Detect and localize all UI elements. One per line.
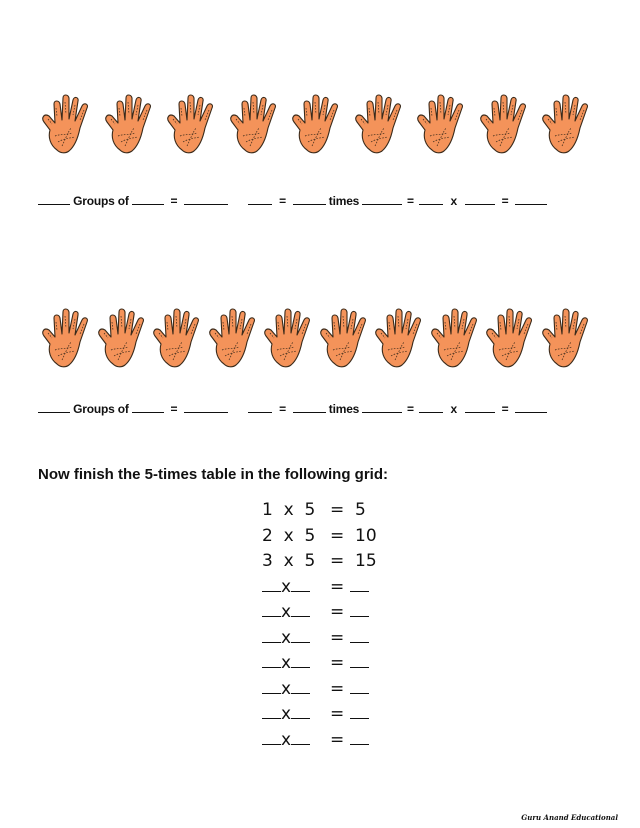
blank[interactable] <box>38 194 70 205</box>
hand-icon <box>538 304 600 370</box>
blank[interactable] <box>184 194 228 205</box>
blank[interactable] <box>293 402 326 413</box>
blank[interactable] <box>38 402 70 413</box>
blank[interactable] <box>350 679 369 694</box>
hand-icon <box>413 90 475 156</box>
hand-icon <box>371 304 433 370</box>
blank[interactable] <box>291 628 310 643</box>
hand-icon <box>427 304 489 370</box>
hand-icon <box>288 90 350 156</box>
multiply-sign: x <box>281 627 292 648</box>
hand-icon <box>538 90 600 156</box>
multiply-sign: x <box>450 194 457 208</box>
table-row <box>262 651 377 677</box>
blank[interactable] <box>262 602 281 617</box>
blank[interactable] <box>291 679 310 694</box>
row-result: = 10 <box>330 525 377 546</box>
hand-icon <box>482 304 544 370</box>
blank[interactable] <box>291 653 310 668</box>
hand-icon <box>38 90 100 156</box>
blank[interactable] <box>291 704 310 719</box>
equals-sign: = <box>330 678 345 699</box>
equals-sign: = <box>170 194 178 208</box>
multiply-sign: x <box>450 402 457 416</box>
table-row <box>262 600 377 626</box>
hand-icon <box>351 90 413 156</box>
blank[interactable] <box>293 194 326 205</box>
hand-icon <box>94 304 156 370</box>
table-row <box>262 728 377 754</box>
table-row <box>262 626 377 652</box>
blank[interactable] <box>350 653 369 668</box>
blank[interactable] <box>132 194 164 205</box>
blank[interactable] <box>291 730 310 745</box>
row-result: = 15 <box>330 551 377 571</box>
multiply-sign: x <box>281 678 292 699</box>
equals-sign: = <box>330 627 345 648</box>
hand-icon <box>149 304 211 370</box>
multiply-sign: x <box>281 704 292 724</box>
blank[interactable] <box>262 628 281 643</box>
blank[interactable] <box>515 194 547 205</box>
blank[interactable] <box>291 602 310 617</box>
equation-line-2 <box>38 402 547 416</box>
hand-icon <box>205 304 267 370</box>
equals-sign: = <box>330 729 345 750</box>
equals-sign: = <box>279 402 286 416</box>
hand-icon <box>226 90 288 156</box>
blank[interactable] <box>350 704 369 719</box>
hand-icon <box>260 304 322 370</box>
blank[interactable] <box>248 194 272 205</box>
table-row <box>262 702 377 728</box>
times-label: times <box>328 402 360 416</box>
blank[interactable] <box>350 730 369 745</box>
multiply-sign: x <box>281 602 292 622</box>
instruction-text: Now finish the 5-times table in the following grid: <box>38 466 389 483</box>
multiply-sign: x <box>281 576 292 597</box>
blank[interactable] <box>291 577 310 592</box>
blank[interactable] <box>362 402 402 413</box>
blank[interactable] <box>350 628 369 643</box>
table-row <box>262 549 377 575</box>
blank[interactable] <box>262 653 281 668</box>
blank[interactable] <box>465 194 495 205</box>
hand-icon <box>163 90 225 156</box>
equation-line-1 <box>38 194 547 208</box>
row-expression: 1 x 5 <box>262 500 316 520</box>
row-expression: 2 x 5 <box>262 525 316 546</box>
hand-icon <box>101 90 163 156</box>
blank[interactable] <box>350 577 369 592</box>
blank[interactable] <box>419 194 443 205</box>
blank[interactable] <box>362 194 402 205</box>
row-result: = 5 <box>330 500 366 520</box>
groups-of-label: Groups of <box>73 194 129 208</box>
hand-icon <box>316 304 378 370</box>
table-row <box>262 677 377 703</box>
equals-sign: = <box>501 194 509 208</box>
times-table-grid <box>262 498 377 753</box>
table-row <box>262 524 377 550</box>
blank[interactable] <box>262 730 281 745</box>
equals-sign: = <box>407 194 414 208</box>
multiply-sign: x <box>281 653 292 673</box>
equals-sign: = <box>330 576 345 597</box>
blank[interactable] <box>262 577 281 592</box>
hand-icon <box>476 90 538 156</box>
blank[interactable] <box>132 402 164 413</box>
equals-sign: = <box>330 602 345 622</box>
hand-icon <box>38 304 100 370</box>
blank[interactable] <box>465 402 495 413</box>
equals-sign: = <box>501 402 509 416</box>
blank[interactable] <box>419 402 443 413</box>
blank[interactable] <box>515 402 547 413</box>
equals-sign: = <box>407 402 414 416</box>
blank[interactable] <box>184 402 228 413</box>
groups-of-label: Groups of <box>73 402 129 416</box>
table-row <box>262 498 377 524</box>
equals-sign: = <box>279 194 286 208</box>
blank[interactable] <box>262 704 281 719</box>
hand-row-1 <box>0 90 640 160</box>
equals-sign: = <box>170 402 178 416</box>
equals-sign: = <box>330 653 345 673</box>
blank[interactable] <box>262 679 281 694</box>
times-label: times <box>328 194 360 208</box>
multiply-sign: x <box>281 729 292 750</box>
equals-sign: = <box>330 704 345 724</box>
blank[interactable] <box>248 402 272 413</box>
table-row <box>262 575 377 601</box>
hand-row-2 <box>0 304 640 374</box>
blank[interactable] <box>350 602 369 617</box>
brand-signature: Guru Anand Educational <box>521 813 618 822</box>
row-expression: 3 x 5 <box>262 551 316 571</box>
